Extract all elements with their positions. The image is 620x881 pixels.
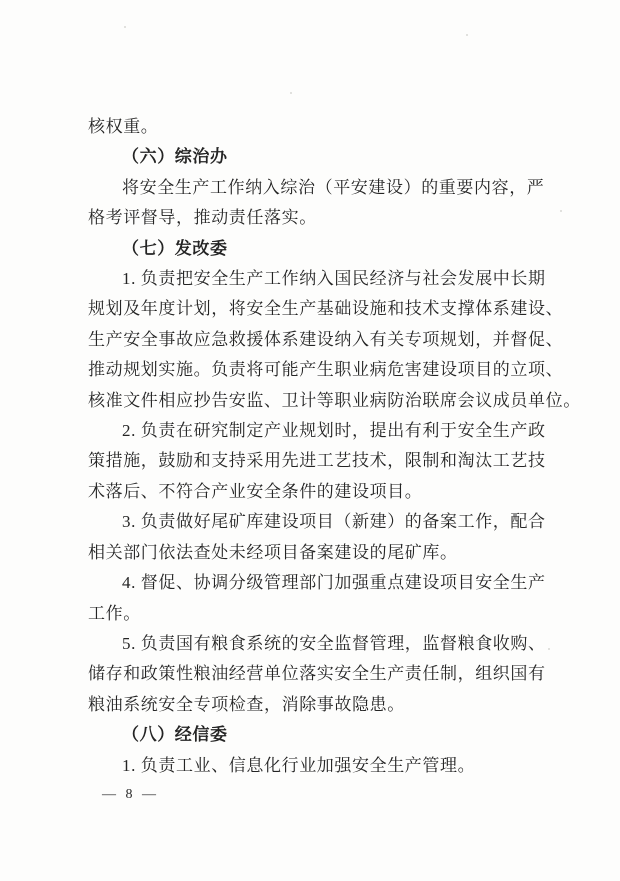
scan-speckle (290, 92, 292, 94)
text-line: 相关部门依法查处未经项目备案建设的尾矿库。 (88, 542, 458, 562)
text-line: 核权重。 (88, 117, 159, 136)
text-line: 核准文件相应抄告安监、卫计等职业病防治联席会议成员单位。 (88, 390, 581, 410)
document-body (88, 112, 581, 781)
text-line: 储存和政策性粮油经营单位落实安全生产责任制，组织国有 (88, 664, 546, 684)
text-line: 策措施，鼓励和支持采用先进工艺技术，限制和淘汰工艺技 (88, 451, 546, 471)
scan-speckle (466, 34, 468, 36)
text-line: 5. 负责国有粮食系统的安全监督管理，监督粮食收购、 (122, 633, 546, 653)
text-line: 粮油系统安全专项检查，消除事故隐患。 (88, 694, 405, 714)
text-line: 2. 负责在研究制定产业规划时，提出有利于安全生产政 (122, 421, 546, 441)
text-line: 将安全生产工作纳入综治（平安建设）的重要内容，严 (122, 177, 545, 197)
text-line: 格考评督导，推动责任落实。 (88, 208, 317, 228)
text-line: 1. 负责把安全生产工作纳入国民经济与社会发展中长期 (122, 269, 546, 289)
text-line: 工作。 (88, 603, 141, 623)
text-line: 3. 负责做好尾矿库建设项目（新建）的备案工作，配合 (122, 512, 546, 532)
scan-speckle (124, 26, 126, 28)
text-line: 4. 督促、协调分级管理部门加强重点建设项目安全生产 (122, 573, 546, 593)
text-line: 术落后、不符合产业安全条件的建设项目。 (88, 481, 423, 501)
text-line: 规划及年度计划，将安全生产基础设施和技术支撑体系建设、 (88, 299, 564, 319)
text-line: 推动规划实施。负责将可能产生职业病危害建设项目的立项、 (88, 360, 564, 380)
text-line: 生产安全事故应急救援体系建设纳入有关专项规划，并督促、 (88, 329, 564, 349)
page-number: — 8 — (102, 787, 159, 802)
section-heading: （七）发改委 (122, 238, 228, 258)
text-line: 1. 负责工业、信息化行业加强安全生产管理。 (122, 755, 476, 775)
section-heading: （八）经信委 (122, 725, 228, 745)
section-heading: （六）综治办 (122, 147, 228, 167)
